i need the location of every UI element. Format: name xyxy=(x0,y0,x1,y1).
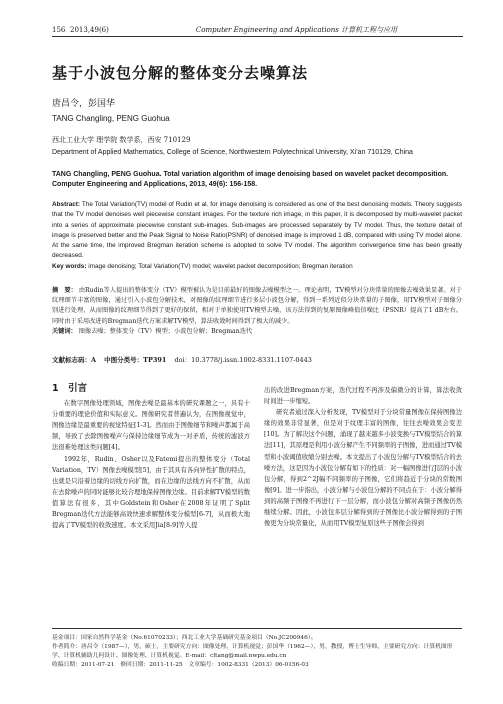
doi: doi：10.3778/j.issn.1002-8331.1107-0443 xyxy=(174,356,312,364)
issue-info: 2013,49(6) xyxy=(70,26,109,34)
clc-number: 中图分类号：TP391 xyxy=(104,356,167,364)
running-header xyxy=(52,24,463,37)
keywords-text: image denoising; Total Variation(TV) model; wavelet packet decomposition; Bregman iteration xyxy=(88,262,353,270)
footnote-divider xyxy=(52,628,462,629)
abstract-chinese xyxy=(52,286,462,337)
footnote-author-bio: 作者简介：唐昌令（1987—），男，硕士，主要研究方向：图像处理、计算机视觉；彭国华（1962—），男，教授，博士生导师，主要研究方向：计算机图形学、计算机辅助几何设计、图像处理、计算机视觉。E-mail：cltang@mail.nwpu.edu.cn xyxy=(52,644,453,659)
body-paragraph: 在数字图像处理领域，图像去噪是最基本的研究课题之一，具有十分重要的理论价值和实际意义。图像研究者普遍认为，在图像视觉中，图像边缘是最重要的视觉特征[1-3]。然而由于图像细节和噪声都属于高频，导致了去除图像噪声与保持边缘细节成为一对矛盾，传统的滤波方法很难处理这类问题[4]。 xyxy=(52,400,250,452)
page-number: 156 xyxy=(52,26,66,34)
abstract-cn-label: 摘 要： xyxy=(52,287,77,294)
journal-name: Computer Engineering and Applications 计算机工程与应用 xyxy=(195,26,398,34)
body-paragraph: 研究者通过深入分析发现，TV模型对于分块常量图像在保持图像边缘的效果非常显著，但是对于纹理丰富的图像，往往去噪效果会变差[10]。为了解决这个问题，涌现了越来越多小波变换与TV模型结合的算法[11]，其原理是利用小波分解产生不同频率的子图像，进而通过TV模型和小波阈值收缩分别去噪。本文提出了小波包分解与TV模型结合的去噪方法，这是因为小波包分解有如下的性质：对一幅图像进行J层的小波包分解，得到2^2J幅不同频率的子图像，它们将趋近于分块的常数图像[9]。进一步指出，小波分解与小波包分解的不同点在于：小波分解得到的高频子图像不再进行下一层分解，而小波包分解对高频子图像仍然继续分解。因此，小波包多层分解得到的子图像比小波分解得到的子图像更为分块常量化，从而用TV模型复原这些子图像会得到 xyxy=(264,409,462,528)
affiliation-chinese: 西北工业大学 理学院 数学系，西安 710129 xyxy=(52,136,191,144)
section-heading: 1 引言 xyxy=(52,383,88,394)
abstract-cn-text: 由Rudin等人提出的整体变分（TV）模型被认为是目前最好的图像去噪模型之一。理论表明，TV模型对分块常量的图像去噪效果显著。对于纹理细节丰富的图像，通过引入小波包分解技术，对图像的纹理细节进行多层小波包分解，得到一系列近似分块常量的子图像，用TV模型对子图像分别进行处理，从而图像的纹理细节得到了更好的保留，相对于单独使用TV模型去噪，该方法得到的复原图像峰值信噪比（PSNR）提高了1 dB左右。同时由于采用改进的Bregman迭代方案求解TV模型，算法收敛时间得到了极大的减少。 xyxy=(52,287,463,325)
abstract-english xyxy=(52,200,462,272)
body-paragraph: 1992年，Rudin、Osher以及Fatemi提出的整体变分（Total Variation，TV）图像去噪模型[5]，由于其具有各向异性扩散的特点，也就是只沿着边缘的切线方向扩散，而在边缘的法线方向不扩散，从而在去除噪声的同时能够比较合理地保持图像边缘。目前求解TV模型的数值算法有很多，其中Goldstein和Osher在2008年证明了Split Bregman迭代方法能够高效快速求解整体变分模型[6-7]，从而极大地提高了TV模型的收敛速度。本文采用Jia[8-9]等人提 xyxy=(52,455,250,530)
footnote-funding: 基金项目：国家自然科学基金（No.61070233）；西北工业大学基础研究基金项目（No.JC200946）。 xyxy=(52,635,317,641)
keywords-cn-label: 关键词： xyxy=(52,327,77,335)
paper-title: 基于小波包分解的整体变分去噪算法 xyxy=(52,64,309,82)
body-paragraph: 出的改进Bregman方案，迭代过程不再涉及偏微分的计算，算法收敛时间进一步缩短。 xyxy=(264,387,462,406)
citation-block: TANG Changling, PENG Guohua. Total variation algorithm of image denoising based on wavelet packet decomposition. Computer Engineering and Applications, 2013, 49(6): 156-158. xyxy=(52,171,449,188)
authors-chinese: 唐昌令，彭国华 xyxy=(52,99,116,109)
keywords-label: Key words: xyxy=(52,262,87,270)
keywords-cn-text: 图像去噪；整体变分（TV）模型；小波包分解；Bregman迭代 xyxy=(78,327,253,335)
body-column-left xyxy=(52,383,250,531)
classification-line xyxy=(52,355,318,364)
body-column-right xyxy=(264,385,462,529)
footnote-dates: 收稿日期：2011-07-21 修回日期：2011-11-25 文章编号：1002-8331（2013）06-0156-03 xyxy=(52,662,309,668)
abstract-label: Abstract: xyxy=(52,201,81,208)
footnotes xyxy=(52,634,462,670)
authors-english: TANG Changling, PENG Guohua xyxy=(52,114,170,123)
document-code: 文献标志码：A xyxy=(52,356,97,364)
abstract-text: The Total Variation(TV) model of Rudin et al. for image denoising is considered as one of the best denoising models. Theory suggests that the TV model denoises well piecewise constant images. For the texture rich image, in this paper, it is decomposed by multi-wavelet packet into a series of approximate piecewise constant sub-images. Sub-images are processed separately by TV model. Thus, the texture detail of image is preserved better and the Peak Signal to Noise Ratio(PSNR) of denoised image is improved 1 dB, compared with using TV model alone. At the same time, the improved Bregman iteration scheme is adopted to solve TV model. The algorithm convergence time has been greatly decreased. xyxy=(52,201,462,260)
affiliation-english: Department of Applied Mathematics, College of Science, Northwestern Polytechnical University, Xi’an 710129, China xyxy=(52,149,413,156)
